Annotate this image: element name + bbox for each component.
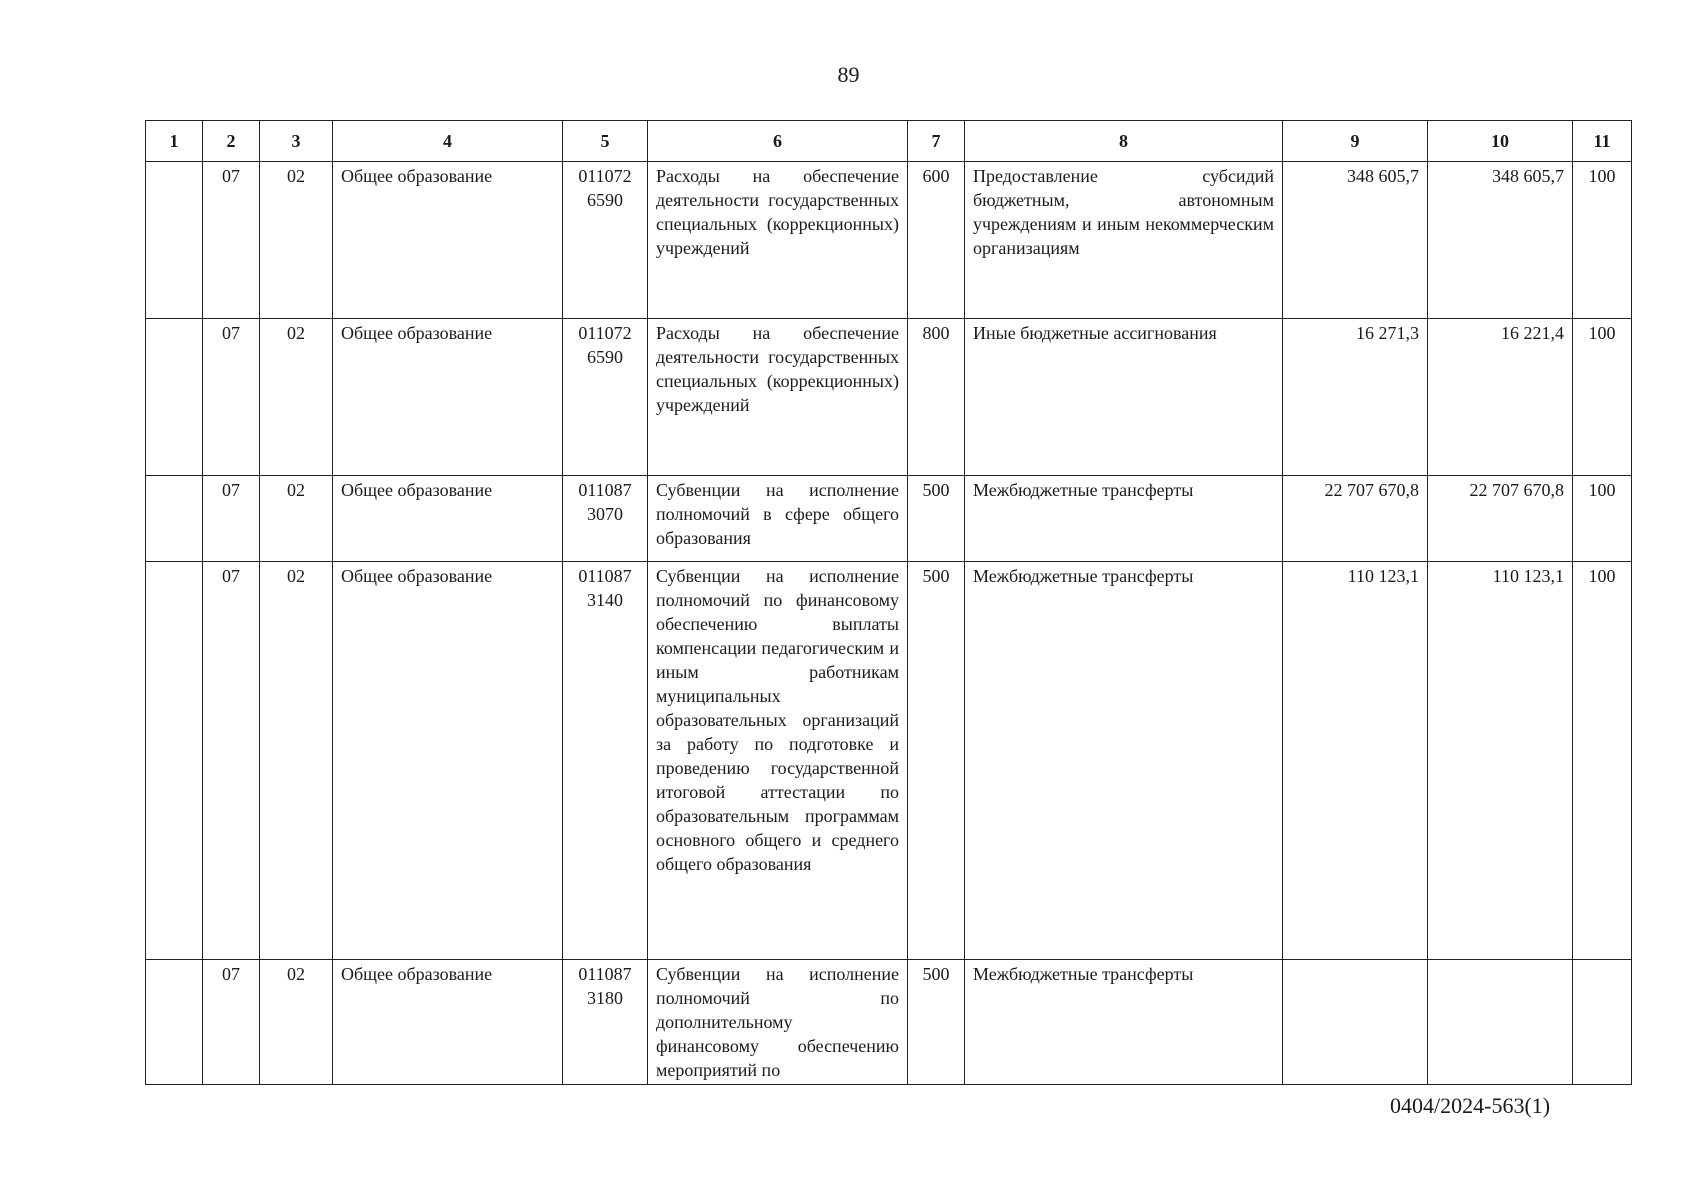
cell-executed-amount: 22 707 670,8 (1428, 476, 1573, 562)
cell-expense-type: 800 (908, 319, 965, 476)
cell-target-name: Субвенции на исполнение полномочий в сфере общего образования (648, 476, 908, 562)
header-col-3: 3 (260, 121, 333, 162)
cell-subsection: 02 (260, 476, 333, 562)
cell-approved-amount: 348 605,7 (1283, 162, 1428, 319)
cell-percent: 100 (1573, 162, 1632, 319)
cell-expense-type: 500 (908, 960, 965, 1085)
cell-expense-type: 500 (908, 562, 965, 960)
cell-executed-amount: 110 123,1 (1428, 562, 1573, 960)
cell-target-name: Расходы на обеспечение деятельности государственных специальных (коррекционных) учреждений (648, 162, 908, 319)
cell-percent: 100 (1573, 319, 1632, 476)
cell-section-name: Общее образование (333, 960, 563, 1085)
header-col-5: 5 (563, 121, 648, 162)
cell-percent (1573, 960, 1632, 1085)
header-col-1: 1 (146, 121, 203, 162)
cell-index (146, 476, 203, 562)
cell-approved-amount: 16 271,3 (1283, 319, 1428, 476)
cell-expense-type-name: Предоставление субсидий бюджетным, автономным учреждениям и иным некоммерческим организациям (965, 162, 1283, 319)
header-col-11: 11 (1573, 121, 1632, 162)
cell-approved-amount (1283, 960, 1428, 1085)
cell-subsection: 02 (260, 319, 333, 476)
cell-index (146, 162, 203, 319)
cell-index (146, 319, 203, 476)
document-registration-code: 0404/2024-563(1) (1390, 1093, 1551, 1118)
cell-target-code: 011072 6590 (563, 162, 648, 319)
cell-subsection: 02 (260, 162, 333, 319)
cell-section-name: Общее образование (333, 319, 563, 476)
cell-target-code: 011087 3070 (563, 476, 648, 562)
cell-target-code: 011072 6590 (563, 319, 648, 476)
cell-expense-type-name: Межбюджетные трансферты (965, 562, 1283, 960)
cell-target-name: Субвенции на исполнение полномочий по финансовому обеспечению выплаты компенсации педагогическим и иным работникам муниципальных образовательных организаций за работу по подготовке и проведению государственной итоговой аттестации по образовательным программам основного общего и среднего общего образования (648, 562, 908, 960)
cell-index (146, 562, 203, 960)
cell-executed-amount (1428, 960, 1573, 1085)
header-col-2: 2 (203, 121, 260, 162)
cell-index (146, 960, 203, 1085)
cell-subsection: 02 (260, 960, 333, 1085)
header-col-7: 7 (908, 121, 965, 162)
cell-section-name: Общее образование (333, 162, 563, 319)
cell-expense-type-name: Иные бюджетные ассигнования (965, 319, 1283, 476)
cell-target-code: 011087 3140 (563, 562, 648, 960)
cell-percent: 100 (1573, 476, 1632, 562)
cell-section-name: Общее образование (333, 562, 563, 960)
cell-section-name: Общее образование (333, 476, 563, 562)
header-col-6: 6 (648, 121, 908, 162)
cell-section: 07 (203, 162, 260, 319)
header-col-9: 9 (1283, 121, 1428, 162)
cell-section: 07 (203, 476, 260, 562)
cell-expense-type-name: Межбюджетные трансферты (965, 960, 1283, 1085)
table-header-row (146, 121, 1632, 162)
cell-executed-amount: 348 605,7 (1428, 162, 1573, 319)
table-row (146, 162, 1632, 319)
cell-expense-type: 500 (908, 476, 965, 562)
cell-percent: 100 (1573, 562, 1632, 960)
table-row (146, 319, 1632, 476)
cell-section: 07 (203, 319, 260, 476)
table-row (146, 476, 1632, 562)
header-col-4: 4 (333, 121, 563, 162)
header-col-10: 10 (1428, 121, 1573, 162)
table-row (146, 960, 1632, 1085)
table-row (146, 562, 1632, 960)
header-col-8: 8 (965, 121, 1283, 162)
cell-target-name: Субвенции на исполнение полномочий по дополнительному финансовому обеспечению мероприятий по (648, 960, 908, 1085)
cell-approved-amount: 110 123,1 (1283, 562, 1428, 960)
cell-approved-amount: 22 707 670,8 (1283, 476, 1428, 562)
cell-target-code: 011087 3180 (563, 960, 648, 1085)
cell-expense-type-name: Межбюджетные трансферты (965, 476, 1283, 562)
cell-target-name: Расходы на обеспечение деятельности государственных специальных (коррекционных) учреждений (648, 319, 908, 476)
cell-section: 07 (203, 960, 260, 1085)
budget-table (145, 120, 1632, 1085)
cell-subsection: 02 (260, 562, 333, 960)
page-number: 89 (837, 62, 860, 87)
cell-expense-type: 600 (908, 162, 965, 319)
cell-section: 07 (203, 562, 260, 960)
cell-executed-amount: 16 221,4 (1428, 319, 1573, 476)
